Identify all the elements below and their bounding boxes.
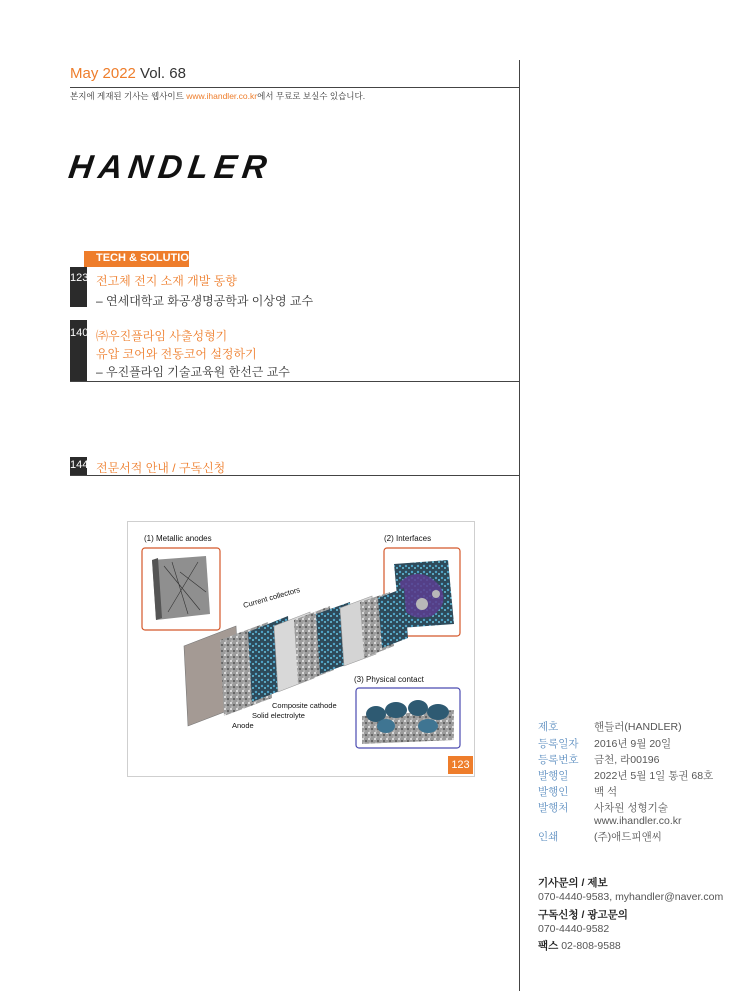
extra-title[interactable]: 전문서적 안내 / 구독신청 [96, 461, 226, 475]
info-value-pubdate: 2022년 5월 1일 통권 68호 [594, 770, 714, 782]
notice-pre: 본지에 게재된 기사는 웹사이트 [70, 91, 187, 101]
contact-heading-news: 기사문의 / 제보 [538, 877, 608, 889]
info-key-office: 발행처 [538, 802, 569, 814]
article-title-1[interactable]: 전고체 전지 소재 개발 동향 [96, 274, 237, 288]
issue-label [70, 65, 186, 82]
issue-volume: Vol. 68 [140, 65, 186, 82]
contact-fax [538, 938, 621, 953]
article-page-1: 123 [70, 272, 89, 284]
label-electrolyte: Solid electrolyte [252, 711, 305, 720]
label-metallic: (1) Metallic anodes [144, 534, 212, 543]
fax-label: 팩스 [538, 940, 559, 952]
info-value-title: 핸들러(HANDLER) [594, 721, 682, 733]
info-value-regdate: 2016년 9월 20일 [594, 738, 672, 750]
info-key-title: 제호 [538, 721, 559, 733]
info-key-regdate: 등록일자 [538, 738, 579, 750]
contact-value-subscribe: 070-4440-9582 [538, 923, 610, 935]
label-collectors: Current collectors [242, 585, 302, 610]
label-anode: Anode [232, 721, 254, 730]
notice-url[interactable]: www.ihandler.co.kr [186, 91, 258, 101]
info-value-regno: 금천, 라00196 [594, 754, 660, 766]
article-author-1: – 연세대학교 화공생명공학과 이상영 교수 [96, 294, 314, 308]
vertical-divider [519, 60, 520, 991]
label-cathode: Composite cathode [272, 701, 337, 710]
article-author-2: – 우진플라임 기술교육원 한선근 교수 [96, 365, 290, 379]
info-value-publisher: 백 석 [594, 786, 618, 798]
info-key-publisher: 발행인 [538, 786, 569, 798]
fax-value: 02-808-9588 [558, 940, 621, 952]
section-label: TECH & SOLUTION [96, 252, 197, 264]
section-divider [70, 381, 519, 382]
header-divider [70, 87, 519, 88]
info-value-printer: (주)애드피앤씨 [594, 831, 662, 843]
label-contact: (3) Physical contact [354, 675, 424, 684]
contact-heading-subscribe: 구독신청 / 광고문의 [538, 909, 628, 921]
website-notice [70, 90, 365, 102]
article-page-2: 140 [70, 327, 89, 339]
extra-page: 144 [70, 459, 89, 471]
handler-logo: HANDLER [66, 148, 275, 185]
article-title-2b[interactable]: 유압 코어와 전동코어 설정하기 [96, 347, 257, 361]
info-value-website[interactable]: www.ihandler.co.kr [594, 815, 682, 827]
issue-month: May 2022 [70, 65, 136, 82]
info-key-pubdate: 발행일 [538, 770, 569, 782]
battery-figure [127, 521, 475, 777]
battery-diagram [128, 522, 474, 776]
info-key-regno: 등록번호 [538, 754, 579, 766]
info-key-printer: 인쇄 [538, 831, 559, 843]
info-value-office: 사차원 성형기술 [594, 802, 668, 814]
article-title-2[interactable]: ㈜우진플라임 사출성형기 [96, 329, 228, 343]
notice-post: 에서 무료로 보실수 있습니다. [257, 91, 366, 101]
figure-page-badge: 123 [448, 756, 473, 774]
label-interfaces: (2) Interfaces [384, 534, 432, 543]
contact-value-news: 070-4440-9583, myhandler@naver.com [538, 891, 724, 903]
